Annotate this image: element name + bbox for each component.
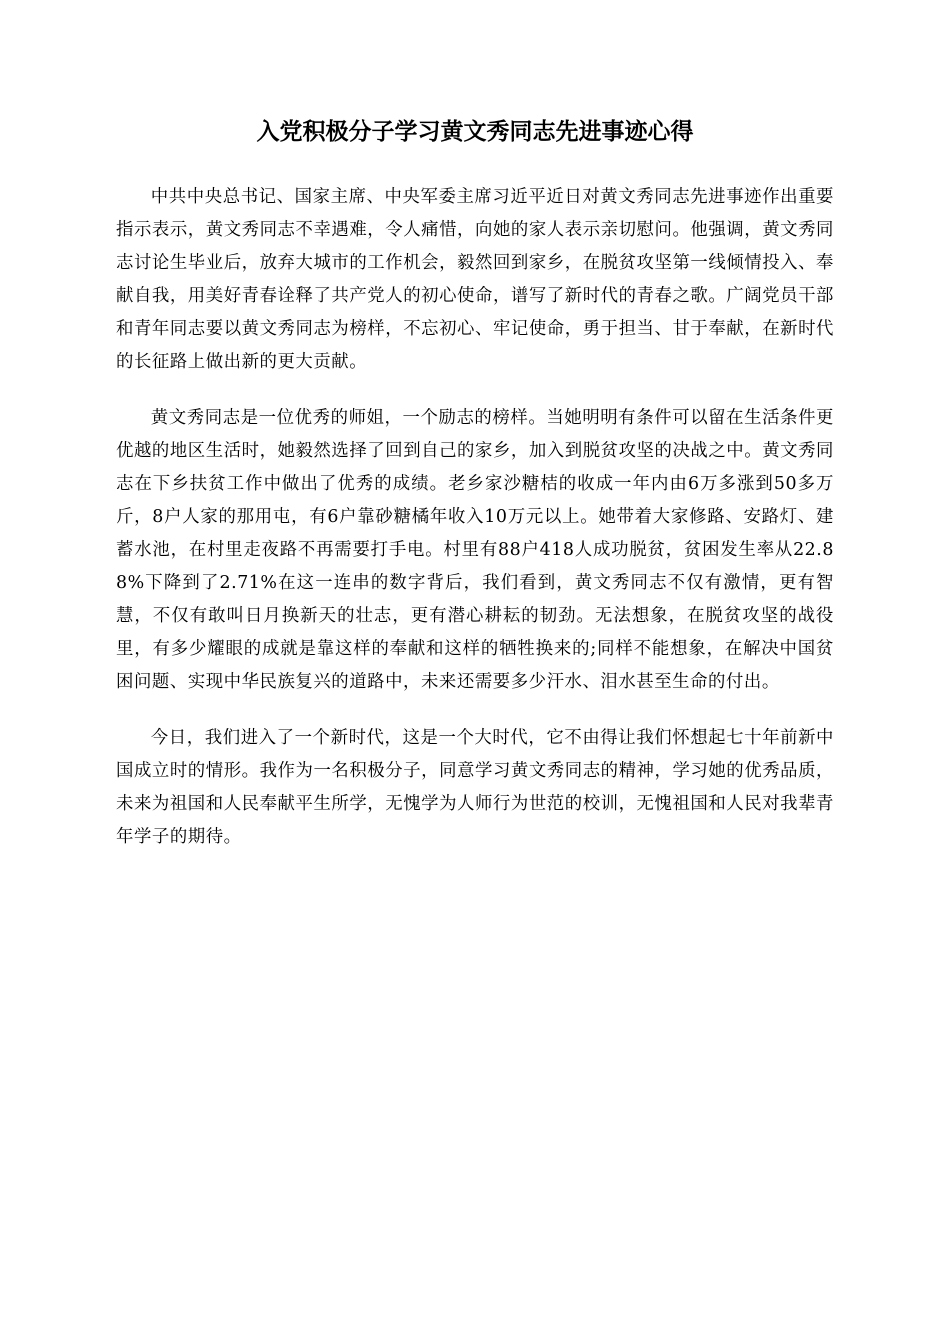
document-body bbox=[116, 181, 834, 877]
paragraph-3: 今日，我们进入了一个新时代，这是一个大时代，它不由得让我们怀想起七十年前新中国成立时的情形。我作为一名积极分子，同意学习黄文秀同志的精神，学习她的优秀品质，未来为祖国和人民奉献平生所学，无愧学为人师行为世范的校训，无愧祖国和人民对我辈青年学子的期待。 bbox=[116, 728, 834, 847]
document-title: 入党积极分子学习黄文秀同志先进事迹心得 bbox=[256, 118, 694, 145]
paragraph-2: 黄文秀同志是一位优秀的师姐，一个励志的榜样。当她明明有条件可以留在生活条件更优越的地区生活时，她毅然选择了回到自己的家乡，加入到脱贫攻坚的决战之中。黄文秀同志在下乡扶贫工作中做出了优秀的成绩。老乡家沙糖桔的收成一年内由6万多涨到50多万斤，8户人家的那用屯，有6户靠砂糖橘年收入10万元以上。她带着大家修路、安路灯、建蓄水池，在村里走夜路不再需要打手电。村里有88户418人成功脱贫，贫困发生率从22.88%下降到了2.71%在这一连串的数字背后，我们看到，黄文秀同志不仅有激情，更有智慧，不仅有敢叫日月换新天的壮志，更有潜心耕耘的韧劲。无法想象，在脱贫攻坚的战役里，有多少耀眼的成就是靠这样的奉献和这样的牺牲换来的;同样不能想象，在解决中国贫困问题、实现中华民族复兴的道路中，未来还需要多少汗水、泪水甚至生命的付出。 bbox=[116, 408, 834, 692]
paragraph-1: 中共中央总书记、国家主席、中央军委主席习近平近日对黄文秀同志先进事迹作出重要指示表示，黄文秀同志不幸遇难，令人痛惜，向她的家人表示亲切慰问。他强调，黄文秀同志讨论生毕业后，放弃大城市的工作机会，毅然回到家乡，在脱贫攻坚第一线倾情投入、奉献自我，用美好青春诠释了共产党人的初心使命，谱写了新时代的青春之歌。广阔党员干部和青年同志要以黄文秀同志为榜样，不忘初心、牢记使命，勇于担当、甘于奉献，在新时代的长征路上做出新的更大贡献。 bbox=[116, 187, 834, 372]
